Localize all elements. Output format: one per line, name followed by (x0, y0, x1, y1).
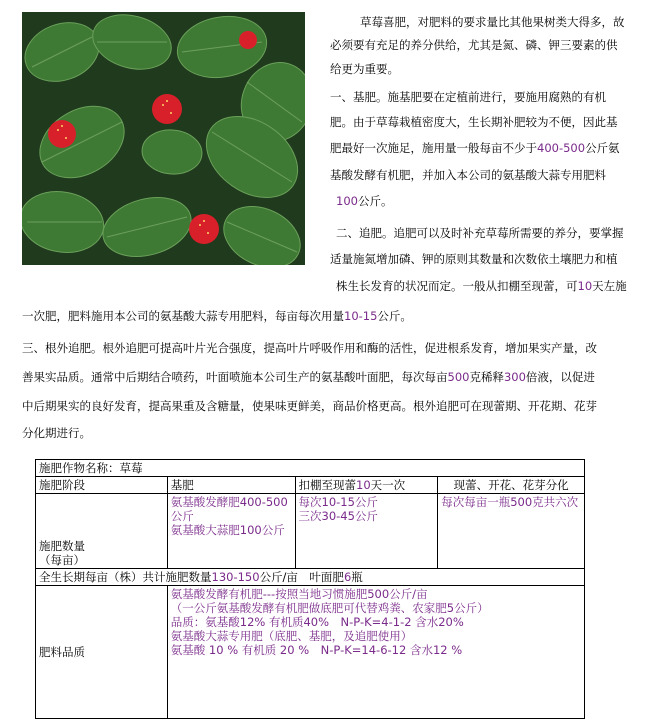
qty-top-cell: 每次10-15公斤 三次30-45公斤 (295, 494, 438, 569)
variety-line: 氨基酸大蒜专用肥（底肥、基肥，及追肥使用） (170, 629, 413, 643)
season-total-row: 全生长期每亩（株）共计施肥数量130-150公斤/亩 叶面肥6瓶 (36, 569, 585, 586)
strawberry-plant-photo (22, 12, 305, 265)
intro-line-1: 草莓喜肥，对肥料的要求量比其他果树类大得多，故 (360, 15, 625, 29)
strawberry-icon (239, 31, 257, 49)
col-top-header: 扣棚至现蕾10天一次 (295, 477, 438, 494)
top-fert-line-4: 一次肥，肥料施用本公司的氨基酸大蒜专用肥料，每亩每次用量10-15公斤。 (22, 309, 412, 323)
base-fert-line-5: 100公斤。 (336, 194, 393, 208)
col-bud-header: 现蕾、开花、花芽分化 (438, 477, 585, 494)
strawberry-icon (152, 94, 182, 124)
foliar-line-3: 中后期果实的良好发育，提高果重及含糖量，使果味更鲜美，商品价格更高。根外追肥可在现蕾期、开花期、花芽 (22, 399, 597, 413)
strawberry-illustration (22, 12, 305, 265)
base-fert-line-4: 基酸发酵有机肥，并加入本公司的氨基酸大蒜专用肥料 (330, 168, 606, 182)
variety-line: 品质：氨基酸12% 有机质40% N-P-K=4-1-2 含水20% (170, 615, 464, 629)
quantity-label: 施肥数量 （每亩） (36, 494, 168, 569)
stage-label: 施肥阶段 (36, 477, 168, 494)
variety-line: （一公斤氨基酸发酵有机肥做底肥可代替鸡粪、农家肥5公斤） (170, 601, 489, 615)
intro-line-2: 必须要有充足的养分供给，尤其是氮、磷、钾三要素的供 (330, 38, 618, 52)
top-fert-line-1: 二、追肥。追肥可以及时补充草莓所需要的养分，要掌握 (336, 226, 624, 240)
strawberry-icon (48, 120, 76, 148)
fertilization-table (35, 459, 585, 719)
strawberry-icon (189, 214, 219, 244)
top-fert-line-2: 适量施氮增加磷、钾的原则其数量和次数依土壤肥力和植 (330, 252, 618, 266)
variety-line: 氨基酸 10 % 有机质 20 % N-P-K=14-6-12 含水12 % (170, 643, 463, 657)
base-fert-line-2: 肥。由于草莓栽植密度大，生长期补肥较为不便，因此基 (330, 115, 618, 129)
crop-name-cell: 施肥作物名称：草莓 (36, 460, 585, 477)
variety-line: 氨基酸发酵有机肥---按照当地习惯施肥500公斤/亩 (170, 587, 428, 601)
top-fert-line-3: 株生长发育的状况而定。一般从扣棚至现蕾，可10天左施 (336, 279, 627, 293)
variety-label: 肥料品质 (36, 586, 168, 719)
col-base-header: 基肥 (167, 477, 295, 494)
foliar-line-4: 分化期进行。 (22, 426, 91, 440)
base-fert-line-1: 一、基肥。施基肥要在定植前进行，要施用腐熟的有机 (330, 90, 606, 104)
qty-base-cell: 氨基酸发酵肥400-500公斤 氨基酸大蒜肥100公斤 (167, 494, 295, 569)
base-fert-line-3: 肥最好一次施足，施用量一般每亩不少于400-500公斤氨 (330, 141, 620, 155)
variety-detail-cell (167, 586, 584, 719)
foliar-line-2: 善果实品质。通常中后期结合喷药，叶面喷施本公司生产的氨基酸叶面肥，每次每亩500克稀释300倍液，以促进 (22, 370, 595, 384)
qty-bud-cell: 每次每亩一瓶500克共六次 (438, 494, 585, 569)
intro-line-3: 给更为重要。 (330, 62, 399, 76)
foliar-line-1: 三、根外追肥。根外追肥可提高叶片光合强度，提高叶片呼吸作用和酶的活性，促进根系发育，增加果实产量，改 (22, 341, 597, 355)
